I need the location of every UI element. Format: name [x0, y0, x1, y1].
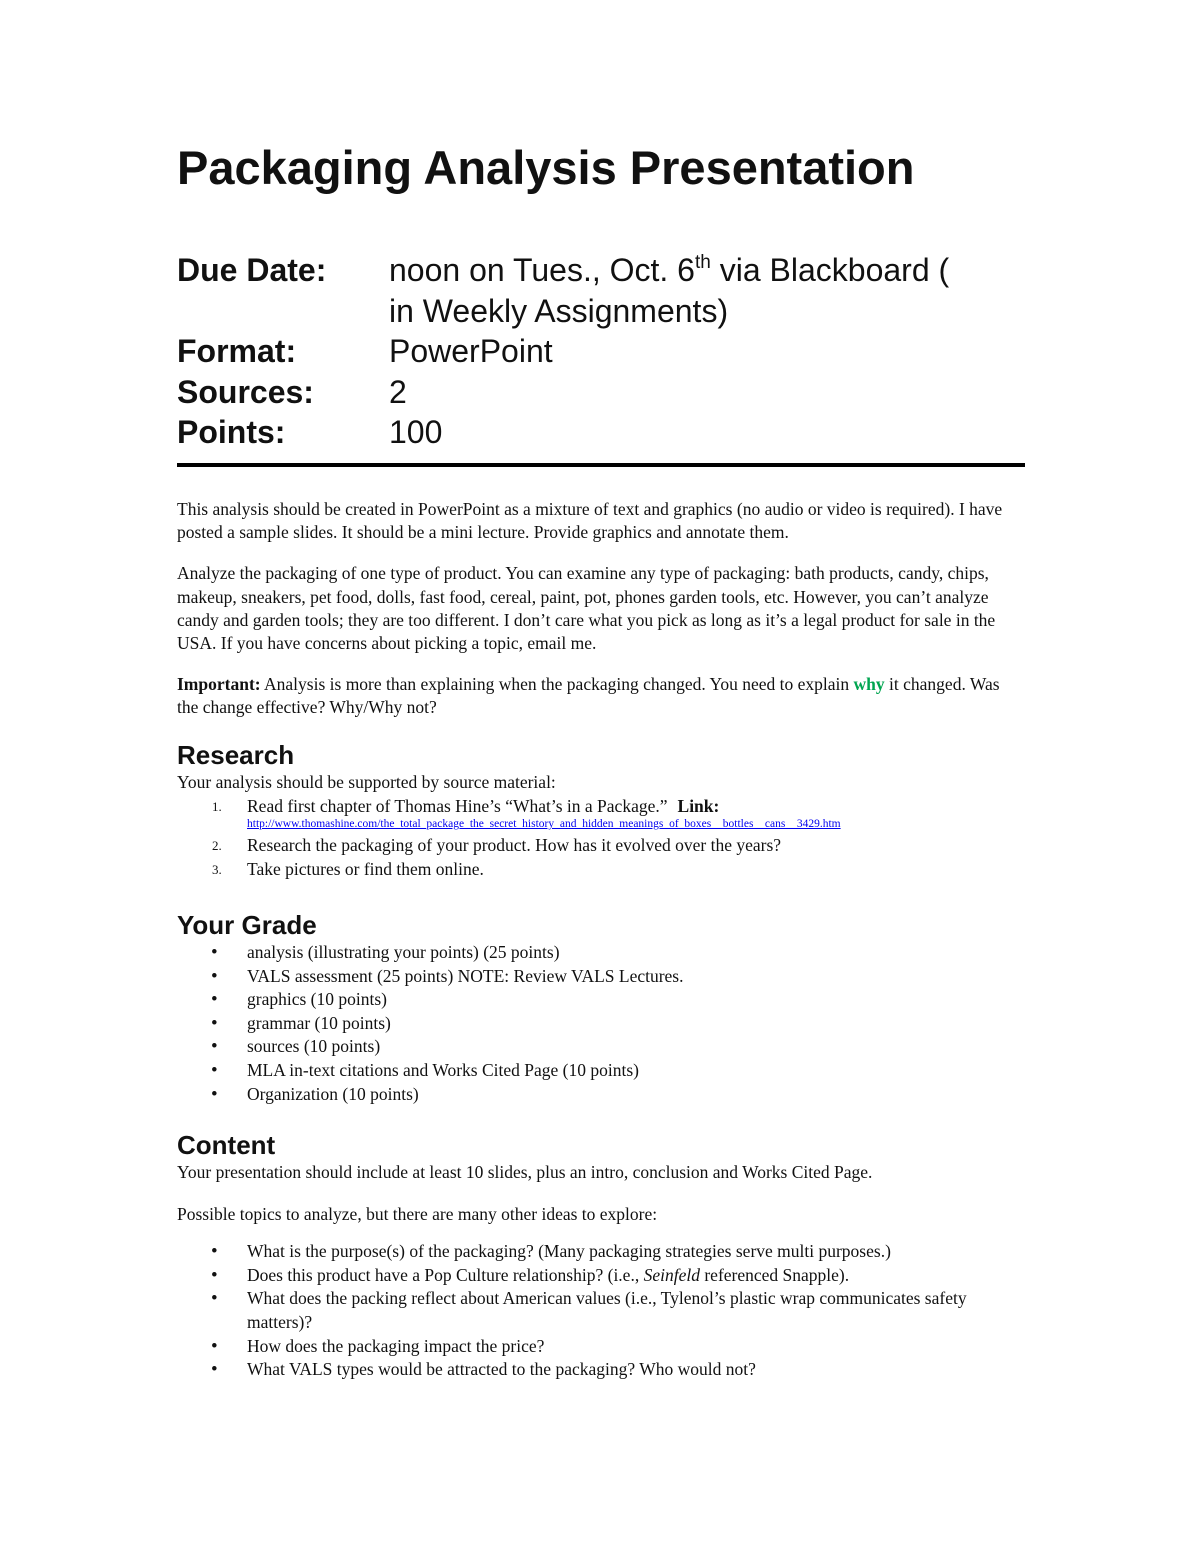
- intro-paragraph-2: Analyze the packaging of one type of product. You can examine any type of packaging: bath products, candy, chips, makeup, sneakers, pet food, dolls, fast food, cereal, paint, pot, phones garden tools, etc. However, you can’t analyze candy and garden tools; they are too different. I don’t care what you pick as long as it’s a legal product for sale in the USA. If you have concerns about picking a topic, email me.: [177, 563, 996, 654]
- topics-list: [177, 1240, 1025, 1382]
- format-row: [177, 331, 1025, 372]
- list-item: [177, 1240, 1025, 1264]
- list-item: [177, 1083, 1025, 1107]
- due-date-text: noon on Tues., Oct. 6: [389, 252, 695, 288]
- bullet-icon: •: [211, 1335, 218, 1357]
- content-paragraph-1: Your presentation should include at least 10 slides, plus an intro, conclusion and Works Cited Page.: [177, 1162, 873, 1182]
- list-item: [177, 834, 1025, 858]
- list-number: 3.: [212, 861, 222, 877]
- bullet-icon: •: [211, 1036, 218, 1058]
- list-item-text: What does the packing reflect about American values (i.e., Tylenol’s plastic wrap communicates safety matters)?: [247, 1288, 967, 1332]
- list-item: [177, 1335, 1025, 1359]
- bullet-icon: •: [211, 1059, 218, 1081]
- list-item-text: Take pictures or find them online.: [247, 858, 484, 879]
- grade-heading: Your Grade: [177, 910, 317, 940]
- list-item: [177, 1059, 1025, 1083]
- list-item: [177, 1035, 1025, 1059]
- list-item-text: VALS assessment (25 points) NOTE: Review VALS Lectures.: [247, 965, 684, 986]
- due-date-row: [177, 250, 1025, 331]
- due-date-label: Due Date:: [177, 252, 327, 288]
- bullet-icon: •: [211, 1288, 218, 1310]
- link-label: Link:: [677, 795, 720, 816]
- content-heading: Content: [177, 1130, 276, 1160]
- list-item-text: MLA in-text citations and Works Cited Page (10 points): [247, 1059, 639, 1080]
- list-item-text: What VALS types would be attracted to the packaging? Who would not?: [247, 1359, 756, 1380]
- emphasis-why: why: [853, 674, 885, 695]
- list-item: [177, 965, 1025, 989]
- list-item: [177, 1358, 1025, 1382]
- list-item-text: Organization (10 points): [247, 1083, 419, 1104]
- content-paragraph-2: Possible topics to analyze, but there are many other ideas to explore:: [177, 1203, 658, 1224]
- grade-list: [177, 941, 1025, 1106]
- bullet-icon: •: [211, 965, 218, 987]
- hine-chapter-link[interactable]: http://www.thomashine.com/the_total_package_the_secret_history_and_hidden_meanings_of_boxes__bottles__cans__3429.htm: [247, 818, 841, 831]
- bullet-icon: •: [211, 1264, 218, 1286]
- list-item-text: sources (10 points): [247, 1036, 381, 1057]
- grade-section: [177, 910, 1025, 1106]
- due-date-ordinal: th: [694, 252, 711, 273]
- bullet-icon: •: [211, 1083, 218, 1105]
- list-item-text: Research the packaging of your product. How has it evolved over the years?: [247, 835, 782, 856]
- due-date-value: [389, 250, 1025, 331]
- list-item: [177, 941, 1025, 965]
- list-item-text-end: referenced Snapple).: [699, 1264, 850, 1285]
- assignment-meta: [177, 250, 1025, 453]
- format-label: Format:: [177, 333, 297, 369]
- points-label: Points:: [177, 414, 286, 450]
- list-item: [177, 1287, 1025, 1334]
- content-section: [177, 1130, 1025, 1382]
- horizontal-rule: [177, 463, 1025, 467]
- list-item: [177, 795, 1025, 832]
- list-item-text: analysis (illustrating your points) (25 points): [247, 942, 560, 962]
- sources-row: [177, 372, 1025, 413]
- important-text-end: it changed. Was the change effective? Why/Why not?: [177, 674, 1000, 718]
- bullet-icon: •: [211, 1241, 218, 1263]
- list-number: 2.: [212, 838, 222, 854]
- page-title: Packaging Analysis Presentation: [177, 141, 915, 194]
- research-list: [177, 795, 1025, 882]
- research-section: [177, 740, 1025, 881]
- list-item-text: Read first chapter of Thomas Hine’s “What’s in a Package.”: [247, 795, 668, 816]
- list-item-text: How does the packaging impact the price?: [247, 1335, 545, 1356]
- list-item: [177, 1012, 1025, 1036]
- sources-value: 2: [389, 373, 407, 410]
- intro-paragraph-1: This analysis should be created in PowerPoint as a mixture of text and graphics (no audio or video is required). I have posted a sample slides. It should be a mini lecture. Provide graphics and annotate them.: [177, 499, 1003, 543]
- important-paragraph: [177, 673, 1025, 719]
- list-number: 1.: [212, 798, 222, 814]
- list-item: [177, 858, 1025, 882]
- sources-label: Sources:: [177, 373, 314, 410]
- research-heading: Research: [177, 740, 295, 770]
- bullet-icon: •: [211, 1012, 218, 1034]
- format-value: PowerPoint: [389, 333, 553, 369]
- list-item: [177, 988, 1025, 1012]
- research-intro: Your analysis should be supported by source material:: [177, 772, 556, 792]
- bullet-icon: •: [211, 1359, 218, 1381]
- list-item-text: graphics (10 points): [247, 989, 387, 1010]
- list-item: [177, 1264, 1025, 1288]
- important-text: Analysis is more than explaining when the packaging changed. You need to explain: [260, 674, 854, 695]
- show-title: Seinfeld: [643, 1264, 700, 1285]
- bullet-icon: •: [211, 989, 218, 1011]
- bullet-icon: •: [211, 942, 218, 963]
- points-row: [177, 412, 1025, 453]
- intro-section: [177, 498, 1025, 738]
- list-item-text: grammar (10 points): [247, 1012, 391, 1033]
- due-date-text-2: via Blackboard (: [710, 252, 950, 288]
- important-label: Important:: [177, 674, 261, 695]
- points-value: 100: [389, 414, 443, 450]
- list-item-text: What is the purpose(s) of the packaging? (Many packaging strategies serve multi purposes.): [247, 1241, 891, 1262]
- list-item-text: Does this product have a Pop Culture relationship? (i.e.,: [247, 1264, 644, 1285]
- due-date-text-3: in Weekly Assignments): [389, 292, 729, 329]
